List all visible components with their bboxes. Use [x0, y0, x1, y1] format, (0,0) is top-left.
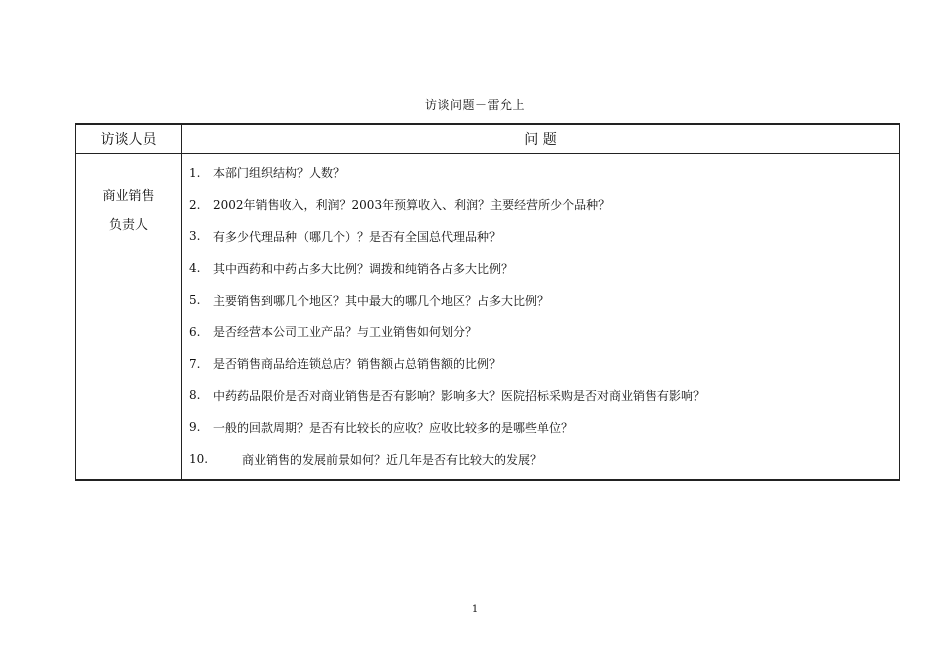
question-item [182, 316, 899, 348]
header-questions: 问 题 [182, 124, 900, 154]
question-item [182, 348, 899, 380]
question-list [182, 154, 899, 479]
question-text: 有多少代理品种（哪几个）？是否有全国总代理品种？ [213, 229, 502, 244]
question-item [182, 380, 899, 412]
question-number: 9. [189, 420, 201, 435]
question-item [182, 157, 899, 189]
header-interviewee: 访谈人员 [76, 124, 182, 154]
question-number: 3. [189, 229, 201, 244]
question-text: 中药药品限价是否对商业销售是否有影响？影响多大？医院招标采购是否对商业销售有影响？ [213, 388, 706, 403]
table-header-row [76, 124, 900, 154]
question-text: 2002年销售收入，利润？2003年预算收入、利润？主要经营所少个品种？ [213, 198, 611, 213]
interviewee-cell [76, 154, 182, 480]
question-item [182, 284, 899, 316]
document-title: 访谈问题－雷允上 [424, 98, 525, 112]
interview-table [75, 123, 900, 481]
question-text: 其中西药和中药占多大比例？调拨和纯销各占多大比例？ [213, 261, 514, 276]
question-number: 8. [189, 388, 201, 403]
question-text: 是否销售商品给连锁总店？销售额占总销售额的比例？ [213, 357, 502, 372]
question-number: 2. [189, 197, 201, 212]
interviewee-line: 商业销售 [102, 189, 155, 204]
question-number: 7. [189, 356, 201, 371]
question-item [182, 252, 899, 284]
question-text: 主要销售到哪几个地区？其中最大的哪几个地区？占多大比例？ [213, 293, 550, 308]
questions-cell [182, 154, 900, 480]
question-text: 商业销售的发展前景如何？近几年是否有比较大的发展？ [242, 452, 543, 467]
table-row [76, 154, 900, 480]
question-number: 5. [189, 293, 201, 308]
question-text: 本部门组织结构？人数？ [213, 166, 346, 181]
question-text: 是否经营本公司工业产品？与工业销售如何划分？ [213, 325, 478, 340]
question-item [182, 411, 899, 443]
question-item [182, 189, 899, 221]
page-number: 1 [471, 604, 479, 615]
question-number: 10. [189, 452, 209, 467]
question-item [182, 221, 899, 253]
question-item [182, 443, 899, 475]
question-number: 4. [189, 261, 201, 276]
question-number: 6. [189, 324, 201, 339]
question-text: 一般的回款周期？是否有比较长的应收？应收比较多的是哪些单位？ [213, 420, 574, 435]
question-number: 1. [189, 165, 201, 180]
interviewee-line: 负责人 [108, 218, 148, 233]
